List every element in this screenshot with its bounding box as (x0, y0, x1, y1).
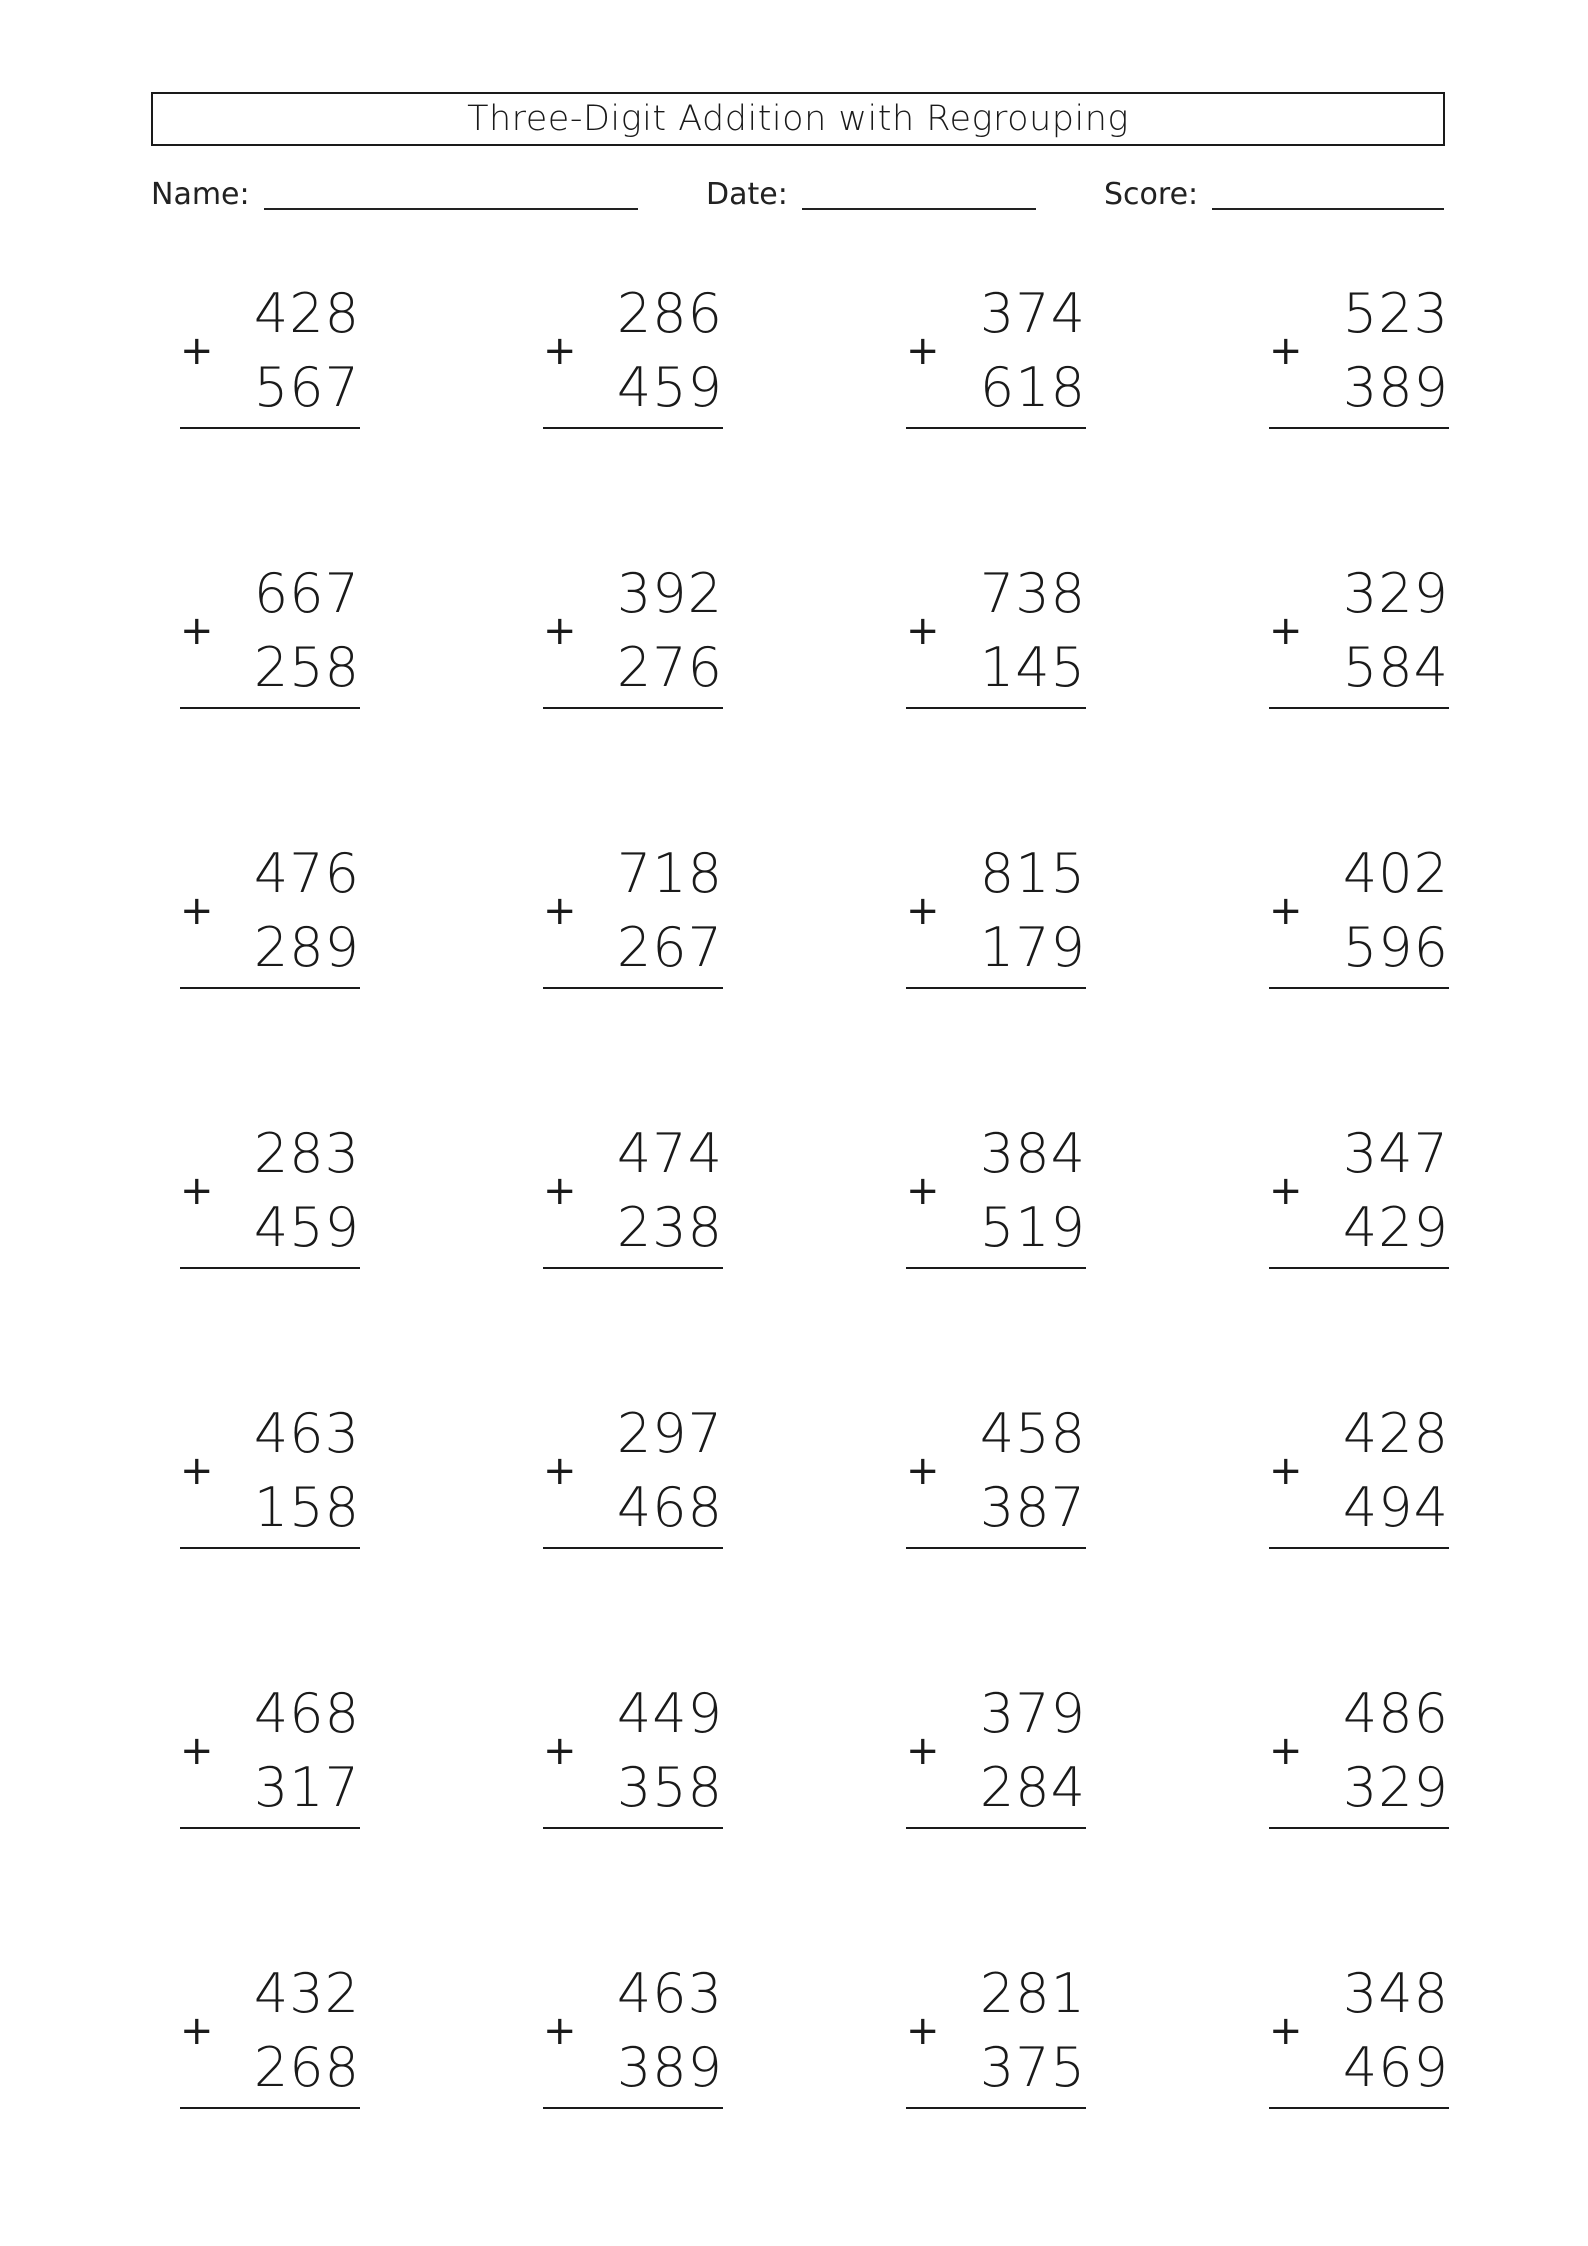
plus-sign: + (180, 2008, 214, 2054)
plus-sign: + (543, 328, 577, 374)
addition-problem (543, 1677, 723, 1837)
top-addend: 428 (253, 282, 360, 345)
bottom-addend: 618 (979, 356, 1086, 419)
plus-sign: + (1269, 2008, 1303, 2054)
top-addend: 718 (616, 842, 723, 905)
bottom-addend: 567 (253, 356, 360, 419)
answer-line[interactable] (1269, 1267, 1449, 1269)
plus-sign: + (906, 328, 940, 374)
top-addend: 458 (979, 1402, 1086, 1465)
addition-problem (906, 557, 1086, 717)
bottom-addend: 375 (979, 2036, 1086, 2099)
addition-problem (1269, 1117, 1449, 1277)
bottom-addend: 158 (253, 1476, 360, 1539)
bottom-addend: 389 (616, 2036, 723, 2099)
bottom-addend: 145 (979, 636, 1086, 699)
addition-problem (906, 1117, 1086, 1277)
answer-line[interactable] (543, 2107, 723, 2109)
worksheet-title: Three-Digit Addition with Regrouping (151, 92, 1445, 146)
top-addend: 474 (616, 1122, 723, 1185)
answer-line[interactable] (1269, 427, 1449, 429)
answer-line[interactable] (1269, 1547, 1449, 1549)
answer-line[interactable] (906, 1547, 1086, 1549)
addition-problem (1269, 1957, 1449, 2117)
top-addend: 392 (616, 562, 723, 625)
answer-line[interactable] (543, 427, 723, 429)
answer-line[interactable] (543, 987, 723, 989)
plus-sign: + (906, 1448, 940, 1494)
answer-line[interactable] (906, 1827, 1086, 1829)
addition-problem (1269, 837, 1449, 997)
addition-problem (1269, 277, 1449, 437)
bottom-addend: 494 (1342, 1476, 1449, 1539)
addition-problem (906, 1677, 1086, 1837)
addition-problem (543, 557, 723, 717)
addition-problem (1269, 1397, 1449, 1557)
bottom-addend: 459 (616, 356, 723, 419)
plus-sign: + (543, 2008, 577, 2054)
top-addend: 432 (253, 1962, 360, 2025)
top-addend: 384 (979, 1122, 1086, 1185)
plus-sign: + (906, 1728, 940, 1774)
plus-sign: + (1269, 888, 1303, 934)
plus-sign: + (1269, 1168, 1303, 1214)
top-addend: 283 (253, 1122, 360, 1185)
score-label: Score: (1104, 177, 1199, 212)
plus-sign: + (543, 1448, 577, 1494)
addition-problem (543, 1397, 723, 1557)
addition-problem (543, 1957, 723, 2117)
bottom-addend: 238 (616, 1196, 723, 1259)
plus-sign: + (906, 2008, 940, 2054)
bottom-addend: 519 (979, 1196, 1086, 1259)
plus-sign: + (543, 888, 577, 934)
bottom-addend: 268 (253, 2036, 360, 2099)
plus-sign: + (180, 1728, 214, 1774)
plus-sign: + (543, 1728, 577, 1774)
top-addend: 281 (979, 1962, 1086, 2025)
bottom-addend: 179 (979, 916, 1086, 979)
addition-problem (543, 1117, 723, 1277)
top-addend: 286 (616, 282, 723, 345)
answer-line[interactable] (1269, 987, 1449, 989)
plus-sign: + (1269, 1448, 1303, 1494)
answer-line[interactable] (543, 1547, 723, 1549)
plus-sign: + (906, 888, 940, 934)
top-addend: 463 (253, 1402, 360, 1465)
bottom-addend: 267 (616, 916, 723, 979)
plus-sign: + (1269, 608, 1303, 654)
bottom-addend: 284 (979, 1756, 1086, 1819)
answer-line[interactable] (180, 1827, 360, 1829)
top-addend: 428 (1342, 1402, 1449, 1465)
bottom-addend: 459 (253, 1196, 360, 1259)
plus-sign: + (1269, 328, 1303, 374)
addition-problem (180, 837, 360, 997)
answer-line[interactable] (180, 427, 360, 429)
bottom-addend: 387 (979, 1476, 1086, 1539)
addition-problem (1269, 557, 1449, 717)
answer-line[interactable] (906, 427, 1086, 429)
answer-line[interactable] (1269, 2107, 1449, 2109)
plus-sign: + (906, 1168, 940, 1214)
answer-line[interactable] (543, 1827, 723, 1829)
addition-problem (180, 1677, 360, 1837)
answer-line[interactable] (180, 987, 360, 989)
plus-sign: + (1269, 1728, 1303, 1774)
answer-line[interactable] (543, 1267, 723, 1269)
bottom-addend: 258 (253, 636, 360, 699)
addition-problem (1269, 1677, 1449, 1837)
bottom-addend: 468 (616, 1476, 723, 1539)
top-addend: 523 (1342, 282, 1449, 345)
bottom-addend: 358 (616, 1756, 723, 1819)
top-addend: 476 (253, 842, 360, 905)
plus-sign: + (543, 608, 577, 654)
addition-problem (543, 837, 723, 997)
addition-problem (180, 1397, 360, 1557)
top-addend: 815 (979, 842, 1086, 905)
top-addend: 329 (1342, 562, 1449, 625)
answer-line[interactable] (906, 707, 1086, 709)
top-addend: 297 (616, 1402, 723, 1465)
date-label: Date: (706, 177, 788, 212)
answer-line[interactable] (906, 987, 1086, 989)
answer-line[interactable] (180, 1267, 360, 1269)
addition-problem (180, 557, 360, 717)
top-addend: 402 (1342, 842, 1449, 905)
bottom-addend: 317 (253, 1756, 360, 1819)
answer-line[interactable] (180, 1547, 360, 1549)
plus-sign: + (180, 1168, 214, 1214)
top-addend: 486 (1342, 1682, 1449, 1745)
addition-problem (180, 1117, 360, 1277)
addition-problem (906, 1397, 1086, 1557)
answer-line[interactable] (180, 2107, 360, 2109)
bottom-addend: 596 (1342, 916, 1449, 979)
plus-sign: + (180, 1448, 214, 1494)
answer-line[interactable] (1269, 1827, 1449, 1829)
addition-problem (906, 1957, 1086, 2117)
bottom-addend: 584 (1342, 636, 1449, 699)
addition-problem (543, 277, 723, 437)
answer-line[interactable] (906, 2107, 1086, 2109)
plus-sign: + (180, 888, 214, 934)
top-addend: 463 (616, 1962, 723, 2025)
plus-sign: + (543, 1168, 577, 1214)
bottom-addend: 469 (1342, 2036, 1449, 2099)
top-addend: 348 (1342, 1962, 1449, 2025)
top-addend: 667 (253, 562, 360, 625)
answer-line[interactable] (180, 707, 360, 709)
addition-problem (180, 1957, 360, 2117)
top-addend: 468 (253, 1682, 360, 1745)
bottom-addend: 276 (616, 636, 723, 699)
plus-sign: + (180, 328, 214, 374)
top-addend: 379 (979, 1682, 1086, 1745)
top-addend: 449 (616, 1682, 723, 1745)
top-addend: 738 (979, 562, 1086, 625)
answer-line[interactable] (543, 707, 723, 709)
bottom-addend: 389 (1342, 356, 1449, 419)
plus-sign: + (906, 608, 940, 654)
answer-line[interactable] (1269, 707, 1449, 709)
top-addend: 347 (1342, 1122, 1449, 1185)
top-addend: 374 (979, 282, 1086, 345)
answer-line[interactable] (906, 1267, 1086, 1269)
addition-problem (906, 837, 1086, 997)
addition-problem (906, 277, 1086, 437)
bottom-addend: 329 (1342, 1756, 1449, 1819)
addition-problem (180, 277, 360, 437)
name-label: Name: (151, 177, 250, 212)
plus-sign: + (180, 608, 214, 654)
bottom-addend: 429 (1342, 1196, 1449, 1259)
bottom-addend: 289 (253, 916, 360, 979)
